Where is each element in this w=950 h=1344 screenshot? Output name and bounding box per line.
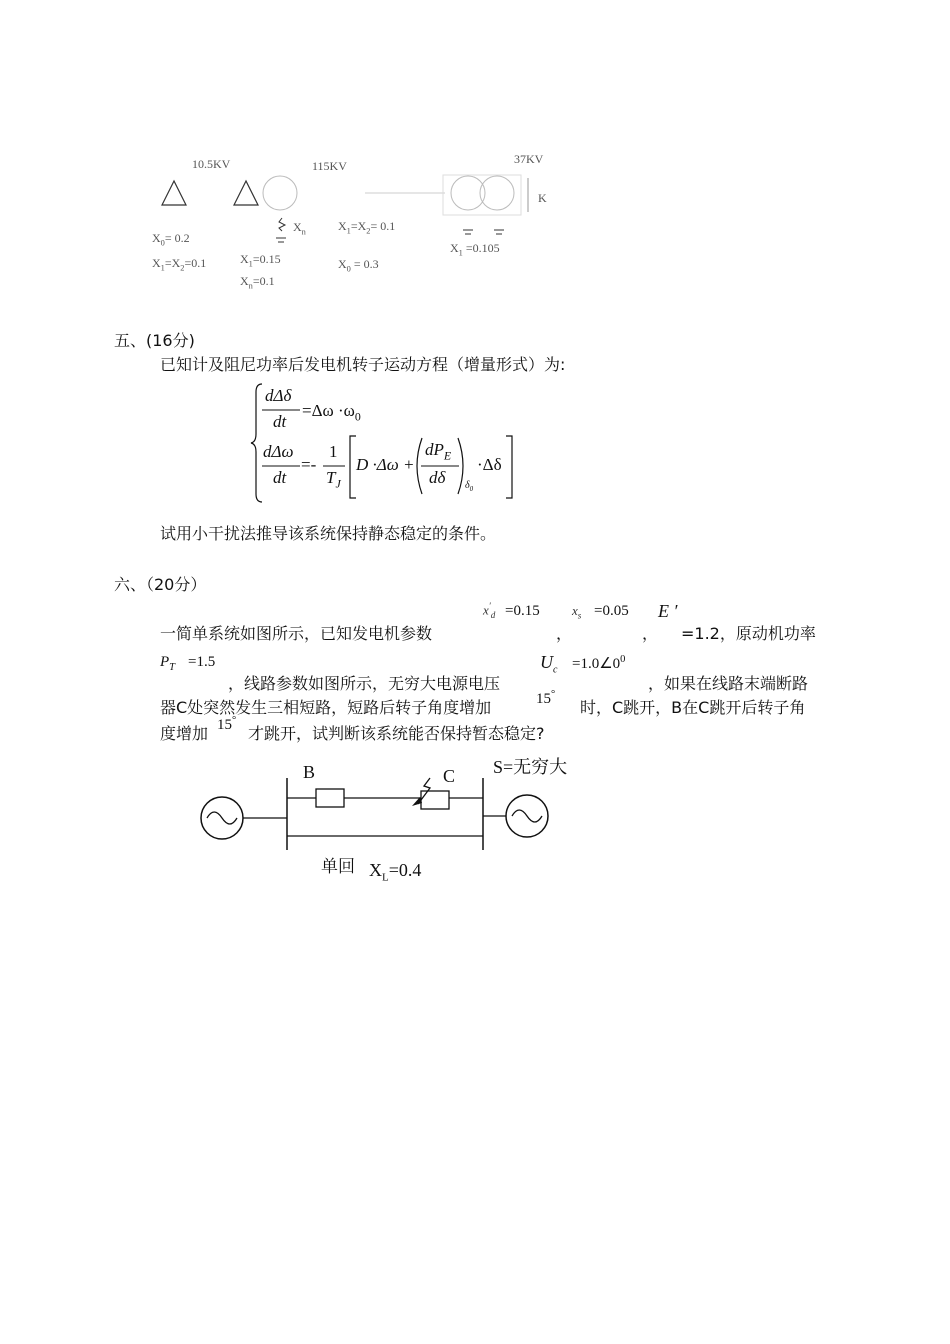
- breaker-b: [316, 789, 344, 807]
- q6-line4-a: 度增加: [160, 724, 209, 743]
- eq1-numerator: dΔδ: [265, 386, 292, 405]
- q6-line1-text: 一简单系统如图所示，已知发电机参数: [160, 624, 433, 643]
- q6-line3-tail: 时，C跳开，B在C跳开后转子角: [580, 698, 806, 717]
- label-t1-xn: $X_n=0.1$: [240, 274, 275, 291]
- label-gen-x1x2: $X_1=X_2=0.1$: [152, 256, 207, 273]
- q6-line3-text: 器C处突然发生三相短路，短路后转子角度增加: [160, 698, 492, 717]
- eq2-equals: =-: [301, 455, 317, 474]
- eq1-denominator: dt: [273, 412, 287, 431]
- deg15-b: 15°: [217, 715, 237, 733]
- label-breaker-b: B: [303, 762, 316, 782]
- q6-comma-2: ，: [642, 624, 659, 643]
- label-xn-top: $X_n$: [293, 220, 306, 237]
- xd-value: =0.15: [505, 603, 540, 619]
- deg15-a: 15°: [536, 689, 556, 707]
- label-t1-x1: $X_1=0.15$: [240, 252, 281, 269]
- q6-line2-tail: ，如果在线路末端断路: [648, 674, 809, 693]
- e-prime-symbol: E ′: [658, 601, 678, 621]
- q5-intro: 已知计及阻尼功率后发电机转子运动方程（增量形式）为:: [160, 355, 566, 374]
- voltage-37kv: 37KV: [514, 152, 544, 166]
- q6-line4-b: 才跳开，试判断该系统能否保持暂态稳定?: [248, 724, 545, 743]
- voltage-10-5kv: 10.5KV: [192, 157, 231, 171]
- xd-prime-symbol: $x'_d$: [483, 601, 496, 620]
- label-line-x0: $X_0 = 0.3$: [338, 257, 379, 274]
- uc-value: $=1.0\angle 0^0$: [572, 654, 626, 672]
- voltage-115kv: 115KV: [312, 159, 347, 173]
- eq2-one: 1: [329, 442, 338, 461]
- q6-comma-1: ，: [556, 624, 573, 643]
- eq1-rhs: $=\Delta\omega \cdot\omega_0$: [302, 401, 361, 424]
- xs-symbol: $x_s$: [572, 603, 582, 621]
- eq2-tail: ·Δδ: [477, 455, 502, 474]
- label-gen-x0: $X_0= 0.2$: [152, 231, 190, 248]
- label-infinite-source: S=无穷大: [493, 757, 568, 777]
- q5-heading: 五、(16分): [114, 331, 195, 350]
- eq2-delta0: $\delta_0$: [465, 480, 474, 493]
- label-single-circuit: 单回: [321, 857, 355, 877]
- q6-line2-text: ，线路参数如图所示，无穷大电源电压: [228, 674, 501, 693]
- uc-symbol: $U_c$: [540, 652, 558, 676]
- label-line-reactance: $X_L=0.4$: [369, 860, 422, 884]
- pt-value: =1.5: [188, 654, 216, 670]
- eq2-numerator: dΔω: [263, 442, 294, 461]
- q6-heading: 六、（20分）: [114, 575, 207, 594]
- label-breaker-c: C: [443, 766, 456, 786]
- eq2-tj: $T_J$: [326, 468, 341, 491]
- xs-value: =0.05: [594, 603, 629, 619]
- eq2-dpe: $dP_E$: [425, 440, 452, 463]
- eq2-denominator: dt: [273, 468, 287, 487]
- q5-task: 试用小干扰法推导该系统保持静态稳定的条件。: [160, 524, 497, 543]
- label-line-x1x2: $X_1=X_2= 0.1$: [338, 219, 396, 236]
- pt-symbol: $P_T$: [160, 654, 176, 673]
- eq2-ddelta: dδ: [429, 468, 446, 487]
- label-t2-x1: $X_1 =0.105$: [450, 241, 500, 258]
- eq2-damping-term: D ·Δω +: [356, 455, 415, 474]
- q6-line1-tail: =1.2，原动机功率: [681, 624, 816, 643]
- fault-point-k: K: [538, 191, 547, 205]
